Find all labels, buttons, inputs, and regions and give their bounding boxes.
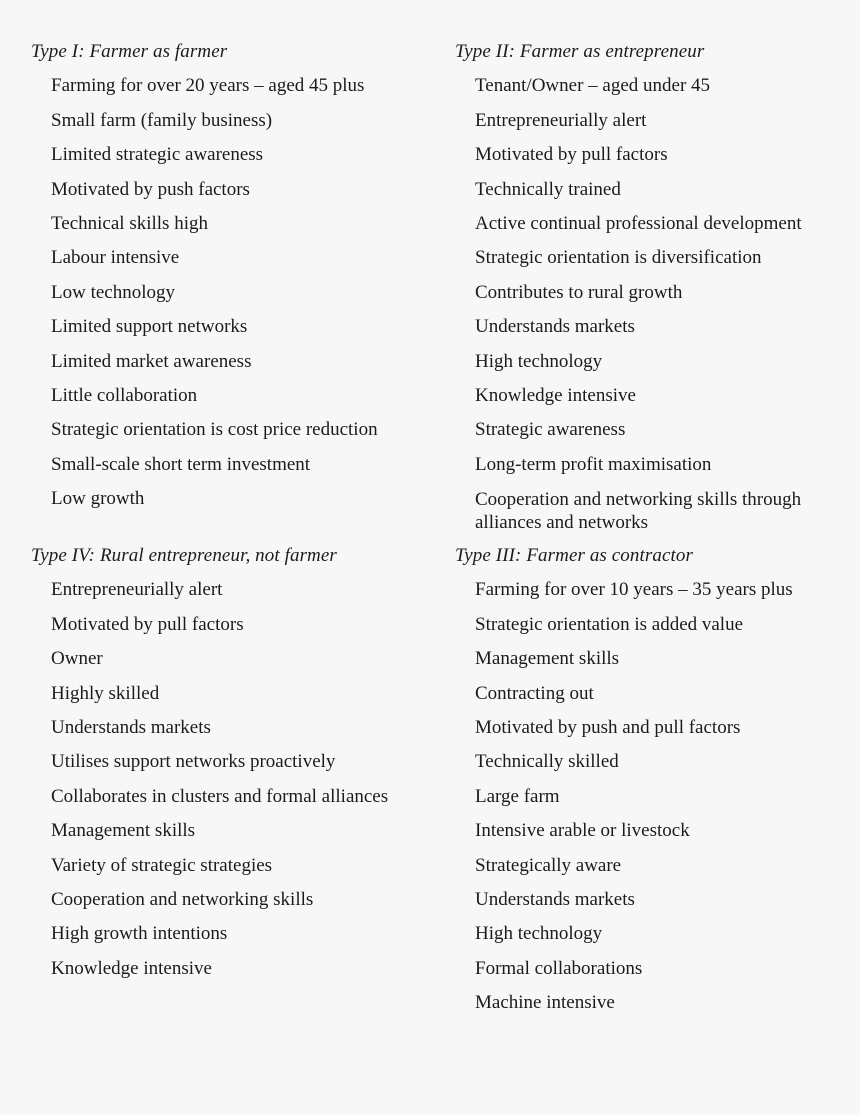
list-item: Small farm (family business) [51,109,273,131]
characteristics-list [455,579,793,1014]
section-type-iii-farmer-as-contractor [455,545,793,1014]
list-item: Understands markets [475,888,635,910]
characteristics-list [31,579,388,979]
list-item: Labour intensive [51,247,180,269]
list-item: Limited support networks [51,316,248,338]
list-item: Low growth [51,488,145,510]
list-item: Motivated by pull factors [475,144,668,166]
list-item: Motivated by pull factors [51,613,244,635]
list-item: Contributes to rural growth [475,281,683,303]
list-item: High technology [475,350,603,372]
characteristics-list [455,75,845,534]
list-item: Strategic orientation is cost price reduction [51,419,378,441]
characteristics-list [31,75,378,510]
section-type-ii-farmer-as-entrepreneur [455,41,845,534]
list-item: Low technology [51,281,176,303]
list-item: Large farm [475,785,560,807]
list-item: Intensive arable or livestock [475,820,690,842]
section-heading: Type IV: Rural entrepreneur, not farmer [31,545,337,566]
list-item: Cooperation and networking skills through alliances and networks [475,489,802,534]
list-item: Management skills [51,820,196,842]
list-item: Knowledge intensive [51,957,212,979]
section-heading: Type II: Farmer as entrepreneur [455,41,705,62]
list-item: Understands markets [475,316,635,338]
list-item: Farming for over 10 years – 35 years plus [475,579,793,601]
section-heading: Type III: Farmer as contractor [455,545,693,566]
list-item: Motivated by push and pull factors [475,716,741,738]
list-item: Entrepreneurially alert [475,109,647,131]
list-item: Strategic orientation is added value [475,613,744,635]
list-item: Motivated by push factors [51,178,250,200]
list-item: Technically trained [475,178,621,200]
list-item: Collaborates in clusters and formal alliances [51,785,389,807]
list-item: Tenant/Owner – aged under 45 [475,75,711,97]
list-item: Owner [51,648,103,670]
section-type-iv-rural-entrepreneur [31,545,388,980]
list-item: Management skills [475,648,620,670]
list-item: Cooperation and networking skills [51,888,314,910]
list-item: Strategic orientation is diversification [475,247,762,269]
list-item: Machine intensive [475,992,615,1014]
list-item: Technically skilled [475,751,619,773]
list-item: Active continual professional development [475,212,802,234]
section-heading: Type I: Farmer as farmer [31,41,228,62]
list-item: Strategically aware [475,854,622,876]
list-item: Limited strategic awareness [51,144,264,166]
section-type-i-farmer-as-farmer [31,41,378,510]
list-item: Long-term profit maximisation [475,453,712,475]
list-item: Understands markets [51,716,211,738]
list-item: Little collaboration [51,384,198,406]
list-item: Farming for over 20 years – aged 45 plus [51,75,365,97]
list-item: Highly skilled [51,682,160,704]
list-item: Utilises support networks proactively [51,751,336,773]
list-item: Formal collaborations [475,957,643,979]
list-item: Variety of strategic strategies [51,854,273,876]
list-item: Entrepreneurially alert [51,579,223,601]
list-item: Strategic awareness [475,419,626,441]
list-item: Knowledge intensive [475,384,636,406]
list-item: High growth intentions [51,923,228,945]
list-item: Limited market awareness [51,350,252,372]
list-item: High technology [475,923,603,945]
list-item: Small-scale short term investment [51,453,311,475]
list-item: Contracting out [475,682,594,704]
list-item: Technical skills high [51,212,208,234]
